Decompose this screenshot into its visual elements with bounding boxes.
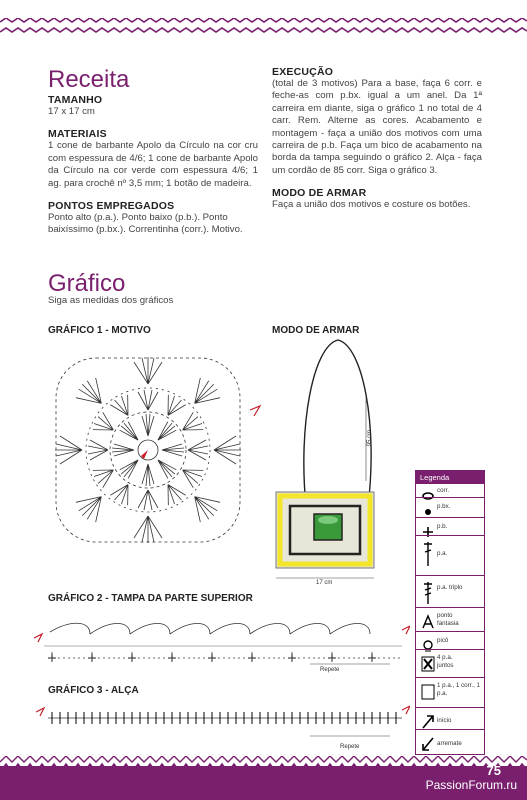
legend-item-triple: p.a. triplo [416, 575, 484, 608]
footer-watermark[interactable]: PassionForum.ru [425, 778, 517, 792]
receita-right-column [272, 66, 482, 221]
receita-left-column [48, 94, 258, 246]
legend-item-double: p.a. [416, 535, 484, 576]
legend-box [415, 470, 485, 755]
legend-item-cluster: 4 p.a. juntos [416, 649, 484, 678]
legend-item-single: p.b. [416, 517, 484, 536]
legend-item-start: início [416, 707, 484, 730]
grafico-1-label: GRÁFICO 1 - MOTIVO [48, 325, 151, 336]
finish-marker-icon [250, 406, 260, 416]
alca-diagram [30, 702, 410, 746]
tamanho-text: 17 x 17 cm [48, 106, 95, 117]
legend-item-v-stitch: 1 p.a., 1 corr., 1 p.a. [416, 677, 484, 708]
dim-95cm: 95 cm [367, 429, 374, 447]
legend-item-fancy: ponto fantasia [416, 607, 484, 632]
legend-item-picot: picô [416, 631, 484, 650]
legend-item-slip: p.bx. [416, 497, 484, 518]
dim-17cm: 17 cm [316, 580, 333, 586]
modo-armar-heading: MODO DE ARMAR [272, 187, 367, 200]
finish-marker-icon [402, 706, 410, 714]
execucao-heading: EXECUÇÃO [272, 66, 334, 78]
pontos-heading: PONTOS EMPREGADOS [48, 200, 175, 213]
motif-diagram [28, 338, 268, 563]
grafico-3-label: GRÁFICO 3 - ALÇA [48, 685, 139, 696]
strap-outline [304, 340, 374, 506]
pontos-text: Ponto alto (p.a.). Ponto baixo (p.b.). Ponto baixíssimo (p.bx.). Correntinha (corr.). Motivo. [48, 212, 243, 236]
tampa-edge-diagram [30, 612, 410, 672]
repete-label-2: Repete [340, 744, 360, 750]
finish-arrow-icon [421, 734, 435, 754]
grafico-subtitle: Siga as medidas dos gráficos [48, 295, 174, 306]
fancy-stitch-icon [421, 612, 435, 632]
materiais-heading: MATERIAIS [48, 128, 107, 141]
grafico-title: Gráfico [48, 270, 126, 297]
receita-title: Receita [48, 66, 130, 93]
bag-assembly-diagram [268, 336, 416, 586]
legend-item-chain: corr. [416, 483, 484, 498]
legend-title: Legenda [416, 471, 484, 484]
materiais-text: 1 cone de barbante Apolo da Círculo na cor cru com espessura de 4/6; 1 cone de barbante Apolo da Círculo na cor verde com espessura 4/6; 1 ag. para crochê nº 3,5 mm; 1 botão de madeira. [48, 140, 258, 189]
finish-marker-icon [402, 626, 410, 634]
start-marker-icon [36, 708, 44, 716]
triple-crochet-icon [421, 580, 435, 606]
grafico-2-label: GRÁFICO 2 - TAMPA DA PARTE SUPERIOR [48, 593, 253, 604]
top-zigzag-border [0, 18, 527, 40]
execucao-text: (total de 3 motivos) Para a base, faça 6 corr. e feche-as com p.bx. igual a um anel. Da 1ª carreira em diante, siga o gráfico 1 no total de 4 carr. Rem. Alterne as cores. Acabamento e montagem - faça a união dos motivos com uma carreira de p.b. Faça um bico de acabamento na borda da tampa seguindo o gráfico 2. Alça - faça um cordão de 85 corr. Siga o gráfico 3. [272, 78, 482, 176]
v-stitch-icon [421, 682, 435, 702]
modo-armar-diagram-label: MODO DE ARMAR [272, 325, 360, 336]
legend-item-finish: arremate [416, 729, 484, 754]
cluster-icon [421, 654, 435, 674]
modo-armar-text: Faça a união dos motivos e costure os botões. [272, 199, 471, 211]
double-crochet-icon [421, 540, 435, 568]
tamanho-heading: TAMANHO [48, 94, 103, 106]
start-marker-icon [34, 634, 42, 642]
repete-label-1: Repete [320, 667, 340, 673]
page-number: 75 [486, 763, 501, 778]
